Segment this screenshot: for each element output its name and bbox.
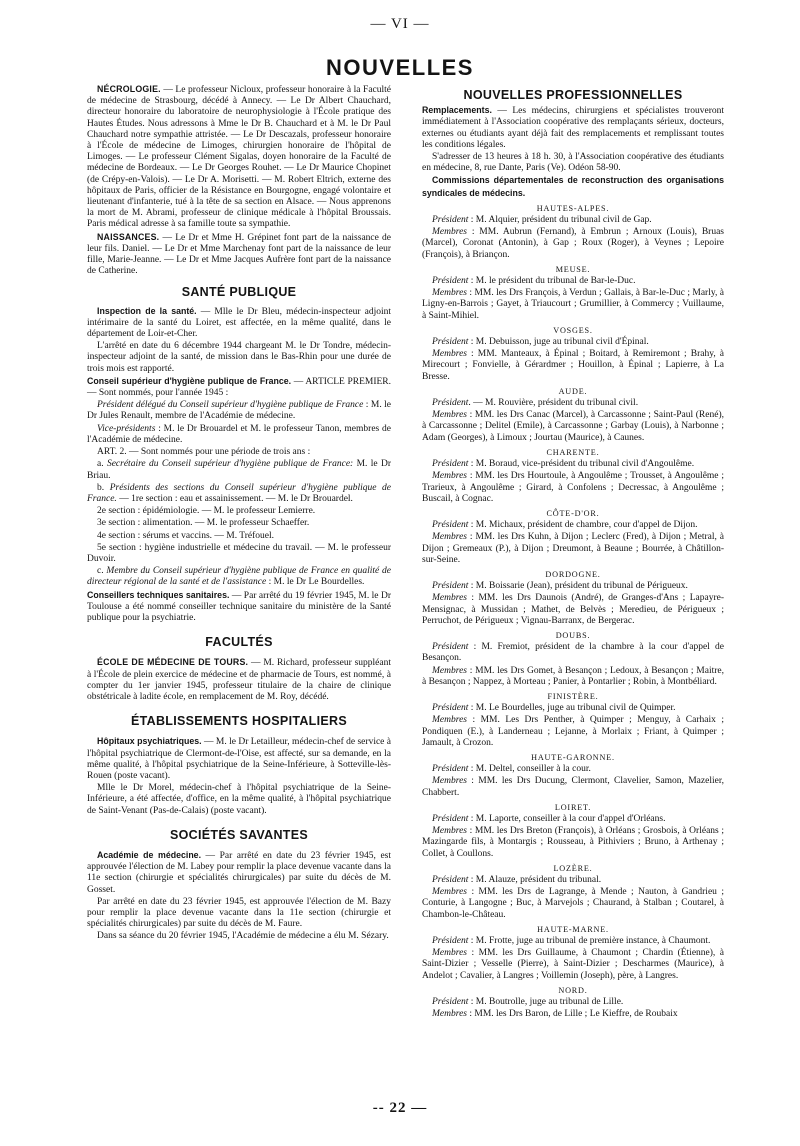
commissions-paragraph <box>422 175 724 199</box>
membres-text: : MM. les Drs François, à Verdun ; Gallais, à Bar-le-Duc ; Marly, à Ligny-en-Barrois ; Gayet, à Triaucourt ; Grumillier, à Commercy ; Vuillaume, à Saint-Mihiel. <box>422 288 724 321</box>
region-name: CÔTE-D'OR. <box>546 508 600 518</box>
conseillers-paragraph <box>87 590 391 625</box>
membres-label: Membres <box>432 471 467 482</box>
naissances-heading: NAISSANCES. <box>97 231 160 242</box>
president-delegue-text: : M. le Dr Jules Renault, membre de l'Académie de médecine. <box>87 400 391 422</box>
president-text: : M. Deltel, conseiller à la cour. <box>468 764 591 775</box>
conseil-paragraph <box>87 376 391 399</box>
item-b-label: Présidents des sections du Conseil supérieur d'hygiène publique de France. <box>87 482 391 504</box>
section-3-paragraph: 3e section : alimentation. — M. le professeur Schaeffer. <box>97 518 310 529</box>
president-label: Président <box>432 875 469 885</box>
page-title: NOUVELLES <box>326 55 474 80</box>
region-president <box>422 642 724 664</box>
region-membres <box>422 776 724 798</box>
region-president <box>422 936 724 947</box>
membres-label: Membres <box>432 887 467 898</box>
region-membres <box>422 532 724 566</box>
region-membres <box>422 227 724 261</box>
membres-label: Membres <box>432 826 467 837</box>
region-president <box>422 581 724 592</box>
section-4-paragraph: 4e section : sérums et vaccins. — M. Tréfouel. <box>97 530 275 541</box>
president-label: Président <box>432 581 469 592</box>
item-c-text: : M. le Dr Le Bourdelles. <box>266 577 365 588</box>
region-president <box>422 520 724 531</box>
membres-text: : MM. les Drs Kuhn, à Dijon ; Leclerc (Fred), à Dijon ; Metral, à Dijon ; Gremeaux (P.), à Dijon ; Dreumont, à Beaune ; Bourrée, à Châtillon-sur-Seine. <box>422 532 724 565</box>
membres-label: Membres <box>432 227 467 238</box>
remplacements-text: — Les médecins, chirurgiens et spécialistes trouveront immédiatement à l'Association coopérative des remplaçants sérieux, docteurs, externes ou étudiants ayant déjà fait des remplacements et remplissant toutes les conditions légales. <box>422 106 724 150</box>
region-name: MEUSE. <box>555 264 591 274</box>
region-name: FINISTÈRE. <box>547 691 599 701</box>
membres-text: : MM. les Drs Ducung, Clermont, Clavelier, Samon, Mazelier, Chabbert. <box>422 776 724 798</box>
item-b-paragraph <box>87 483 391 505</box>
president-delegue-label: Président délégué du Conseil supérieur d'hygiène publique de France <box>97 400 364 411</box>
inspection-text: — Mlle le Dr Bleu, médecin-inspecteur adjoint intérimaire de la santé du Loiret, est affectée, en la même qualité, dans le département de Loir-et-Cher. <box>87 306 391 340</box>
ecole-paragraph <box>87 657 391 703</box>
inspection-paragraph <box>87 306 391 341</box>
region-membres <box>422 666 724 688</box>
region-president <box>422 459 724 470</box>
president-text: : M. Frotte, juge au tribunal de première instance, à Chaumont. <box>468 936 711 947</box>
region-membres <box>422 593 724 627</box>
region-membres <box>422 826 724 860</box>
region-name: CHARENTE. <box>546 447 600 457</box>
section-title-sante: SANTÉ PUBLIQUE <box>181 285 297 300</box>
president-label: Président <box>432 459 469 470</box>
section-5-paragraph: 5e section : hygiène industrielle et médecine du travail. — M. le professeur Duvoir. <box>87 542 391 564</box>
president-text: : M. Fremiot, président de la chambre à la cour d'appel de Besançon. <box>422 642 724 664</box>
art2-paragraph: ART. 2. — Sont nommés pour une période de trois ans : <box>97 447 311 458</box>
president-text: : M. Le Bourdelles, juge au tribunal civil de Quimper. <box>468 703 676 714</box>
page-number-top: — VI — <box>370 16 430 32</box>
president-text: : M. Alauze, président du tribunal. <box>468 875 602 885</box>
region-membres <box>422 715 724 749</box>
region-name: VOSGES. <box>553 325 593 335</box>
item-c-prefix: c. <box>97 566 107 577</box>
bazy-paragraph: Par arrêté en date du 23 février 1945, est approuvée l'élection de M. Bazy pour remplir la place devenue vacante dans la 11e section (chirurgie et spécialités chirurgicales) par suite du décès de M. Faure. <box>87 896 391 930</box>
item-a-paragraph <box>87 459 391 481</box>
item-a-text: M. le Dr Briau. <box>87 459 391 481</box>
academie-heading: Académie de médecine. <box>97 849 202 860</box>
page-number-bottom: -- 22 — <box>372 1100 428 1116</box>
region-president <box>422 997 724 1008</box>
region-president <box>422 337 724 348</box>
adresser-paragraph: S'adresser de 13 heures à 18 h. 30, à l'Association coopérative des étudiants en médecine, 8, rue Dante, Paris (Ve). Odéon 58-90. <box>422 152 724 174</box>
remplacements-heading: Remplacements. <box>422 105 492 116</box>
left-column <box>87 84 391 944</box>
region-name: LOIRET. <box>554 802 592 812</box>
naissances-paragraph <box>87 232 391 278</box>
membres-label: Membres <box>432 948 467 959</box>
commissions-heading: Commissions départementales de reconstruction des organisations syndicales de médecins. <box>422 175 724 198</box>
section-title-professionnelles: NOUVELLES PROFESSIONNELLES <box>463 88 683 102</box>
president-label: Président <box>432 398 469 409</box>
membres-text: : MM. les Drs de Lagrange, à Mende ; Nauton, à Gandrieu ; Conturie, à Langogne ; Buc, à Marvejols ; Chaurand, à Stalban ; Coutarel, à Chambon-le-Château. <box>422 887 724 920</box>
membres-text: : MM. les Drs Hourtoule, à Angoulême ; Trousset, à Angoulême ; Trarieux, à Angoulême ; Girard, à Confolens ; Decressac, à Angoulême ; Buscail, à Cognac. <box>422 471 724 504</box>
membres-label: Membres <box>432 410 467 421</box>
president-text: : M. Boraud, vice-président du tribunal civil d'Angoulême. <box>468 459 695 470</box>
region-membres <box>422 948 724 982</box>
region-name: HAUTES-ALPES. <box>536 203 610 213</box>
president-text: : M. Alquier, président du tribunal civil de Gap. <box>468 215 652 226</box>
section-title-facultes: FACULTÉS <box>205 635 273 650</box>
region-president <box>422 703 724 714</box>
inspection-heading: Inspection de la santé. <box>97 305 197 316</box>
ecole-heading: ÉCOLE DE MÉDECINE DE TOURS. <box>97 657 249 668</box>
membres-text: : MM. les Drs Canac (Marcel), à Carcassonne ; Saint-Paul (René), à Carcassonne ; Delitel (Emile), à Carcassonne ; Garbay (Louis), à Narbonne ; Adam (Georges), à Limoux ; Jourtau (Maurice), à Caunes. <box>422 410 724 443</box>
academie-paragraph <box>87 850 391 896</box>
conseil-text: — ARTICLE PREMIER. — Sont nommés, pour l'année 1945 : <box>87 376 392 399</box>
membres-text: : MM. les Drs Baron, de Lille ; Le Kieffre, de Roubaix <box>467 1009 678 1020</box>
right-column <box>422 84 724 1021</box>
membres-text: : MM. les Drs Daunois (André), de Granges-d'Ans ; Lapayre-Mensignac, à Mussidan ; Mathet, de Belvès ; Meredieu, de Périgueux ; Perruchot, de Périgueux ; Vignau-Barranx, de Bergerac. <box>422 593 724 626</box>
sezary-paragraph: Dans sa séance du 20 février 1945, l'Académie de médecine a élu M. Sézary. <box>97 931 389 942</box>
membres-text: : MM. les Drs Breton (François), à Orléans ; Grosbois, à Orléans ; Mazingarde fils, à Montargis ; Rousseau, à Pithiviers ; Bruno, à Arthenay ; Collet, à Coullons. <box>422 826 724 859</box>
item-b-text: — 1re section : eau et assainissement. — M. le Dr Brouardel. <box>116 493 353 504</box>
president-label: Président <box>432 642 469 653</box>
naissances-text: — Le Dr et Mme H. Grépinet font part de la naissance de leur fils. Daniel. — Le Dr et Mme Marchenay font part de la naissance de leur fille, Marie-Jeanne. — Le Dr et Mme Jacques Aufrère font part de la naissance de Catherine. <box>87 232 391 277</box>
necrologie-text: — Le professeur Nicloux, professeur honoraire à la Faculté de médecine de Strasbourg, décédé à Annecy. — Le Dr Albert Chauchard, directeur honoraire du laboratoire de neurophysiologie à l'École pratique des Hautes Études. Nous adressons à Mme le Dr B. Chauchard et à M. le Dr Paul Chauchard notre sympathie attristée. — Le Dr Descazals, professeur honoraire à l'École de médecine de Limoges, chirurgien honoraire de l'hôpital de Limoges. — Le professeur Clément Sigalas, doyen honoraire de la Faculté de médecine de Bordeaux. — Le Dr Georges Rouhet. — Le Dr Maurice Chopinet (de Crépy-en-Valois). — Le Dr A. Morisetti. — M. Robert Eltrich, externe des hôpitaux de Paris, officier de la Résistance en Bourgogne, engagé volontaire et lieutenant d'infanterie, tué à la tête de sa section en Alsace. — Nous apprenons la mort de M. Abrami, professeur de clinique médicale à l'hôpital Broussais. Paris médical adresse à sa famille toute sa sympathie. <box>87 85 391 230</box>
region-membres <box>422 349 724 383</box>
membres-label: Membres <box>432 288 467 299</box>
president-text: : M. Michaux, président de chambre, cour d'appel de Dijon. <box>468 520 698 531</box>
region-president <box>422 398 724 409</box>
conseillers-text: — Par arrêté du 19 février 1945, M. le Dr Toulouse a été nommé conseiller technique sanitaire du ministère de la Santé publique pour la psychiatrie. <box>87 590 391 623</box>
membres-label: Membres <box>432 665 467 676</box>
morel-paragraph: Mlle le Dr Morel, médecin-chef à l'hôpital psychiatrique de la Seine-Inférieure, a été affectée, d'office, en la même qualité, à l'hôpital psychiatrique de Saint-Venant (Pas-de-Calais) (poste vacant). <box>87 783 391 816</box>
necrologie-heading: NÉCROLOGIE. <box>97 84 161 94</box>
president-text: : M. Boutrolle, juge au tribunal de Lille. <box>468 997 624 1008</box>
remplacements-paragraph <box>422 105 724 151</box>
vice-presidents-paragraph <box>87 424 391 446</box>
arrete-paragraph: L'arrêté en date du 6 décembre 1944 chargeant M. le Dr Tondre, médecin-inspecteur adjoint de la santé, de mission dans le Bas-Rhin pour une durée de trois mois est rapporté. <box>87 341 391 374</box>
region-name: AUDE. <box>558 386 588 396</box>
president-label: Président <box>432 337 469 348</box>
region-membres <box>422 1009 724 1020</box>
president-label: Président <box>432 813 469 824</box>
region-name: HAUTE-GARONNE. <box>531 752 615 762</box>
region-membres <box>422 288 724 322</box>
necrologie-paragraph <box>87 84 391 231</box>
item-a-label: Secrétaire du Conseil supérieur d'hygiène publique de France: <box>106 459 354 470</box>
president-label: Président <box>432 703 469 714</box>
region-name: DORDOGNE. <box>545 569 601 579</box>
regions-list <box>422 203 724 1021</box>
hopitaux-text: — M. le Dr Letailleur, médecin-chef de service à l'hôpital psychiatrique de Clermont-de-l'Oise, est affecté, sur sa demande, en la même qualité, à l'hôpital psychiatrique de la Seine-Inférieure, à Sotteville-lès-Rouen (poste vacant). <box>87 737 391 781</box>
president-text: : M. Debuisson, juge au tribunal civil d'Épinal. <box>468 337 649 348</box>
region-name: HAUTE-MARNE. <box>537 924 609 934</box>
vice-presidents-label: Vice-présidents <box>97 423 156 434</box>
region-president <box>422 814 724 825</box>
membres-label: Membres <box>432 715 467 726</box>
membres-label: Membres <box>432 593 467 604</box>
hopitaux-paragraph <box>87 736 391 782</box>
item-c-label: Membre du Conseil supérieur d'hygiène publique de France en qualité de directeur régional de la santé et de l'assistance <box>87 566 392 588</box>
president-label: Président <box>432 520 469 531</box>
membres-text: : MM. Manteaux, à Épinal ; Boitard, à Remiremont ; Brahy, à Mirecourt ; Fonvielle, à Gérardmer ; Houillon, à Épinal ; Lapierre, à La Bresse. <box>422 349 724 382</box>
president-text: : M. le président du tribunal de Bar-le-Duc. <box>468 276 636 287</box>
membres-label: Membres <box>432 776 467 787</box>
region-membres <box>422 887 724 921</box>
president-label: Président <box>432 936 469 947</box>
item-c-paragraph <box>87 566 391 588</box>
president-label: Président <box>432 997 469 1008</box>
membres-text: : MM. Aubrun (Fernand), à Embrun ; Arnoux (Louis), Bruas (Marcel), Coronat (Antonin), à Gap ; Roux (Roger), à Veynes ; Lepoire (François), à Briançon. <box>422 227 724 260</box>
region-membres <box>422 471 724 505</box>
president-label: Président <box>432 276 469 287</box>
president-label: Président <box>432 764 469 775</box>
region-name: LOZÈRE. <box>553 863 593 873</box>
president-text: . — M. Rouvière, président du tribunal civil. <box>468 398 639 409</box>
membres-label: Membres <box>432 349 467 360</box>
conseillers-heading: Conseillers techniques sanitaires. <box>87 589 230 600</box>
section-title-etablissements: ÉTABLISSEMENTS HOSPITALIERS <box>131 714 347 729</box>
region-president <box>422 875 724 886</box>
academie-text: — Par arrêté en date du 23 février 1945, est approuvée l'élection de M. Labey pour remplir la place devenue vacante dans la 11e section (chirurgie et spécialités chirurgicales) par suite du décès de M. Gosset. <box>87 850 391 895</box>
conseil-heading: Conseil supérieur d'hygiène publique de France. <box>87 375 292 386</box>
membres-text: : MM. les Drs Guillaume, à Chaumont ; Chardin (Étienne), à Saint-Dizier ; Vesselle (Pierre), à Saint-Dizier ; Descharmes (Maurice), à Andelot ; Cavalier, à Langres ; Voillemin (Joseph), père, à Langres. <box>422 948 724 981</box>
region-name: DOUBS. <box>555 630 591 640</box>
president-label: Président <box>432 215 469 226</box>
membres-label: Membres <box>432 1009 467 1020</box>
membres-text: : MM. Les Drs Penther, à Quimper ; Menguy, à Carhaix ; Pondiquen (E.), à Landerneau ; Lejanne, à Morlaix ; Friant, à Quimper ; Jamault, à Crozon. <box>422 715 724 748</box>
membres-label: Membres <box>432 532 467 543</box>
region-president <box>422 276 724 287</box>
president-text: : M. Laporte, conseiller à la cour d'appel d'Orléans. <box>468 813 666 824</box>
region-membres <box>422 410 724 444</box>
region-president <box>422 764 724 775</box>
section-title-societes: SOCIÉTÉS SAVANTES <box>170 827 308 842</box>
section-2-paragraph: 2e section : épidémiologie. — M. le professeur Lemierre. <box>97 506 316 517</box>
region-president <box>422 215 724 226</box>
ecole-text: — M. Richard, professeur suppléant à l'École de plein exercice de médecine et de pharmacie de Tours, est nommé, à compter du 1er janvier 1945, professeur titulaire de la chaire de clinique obstétricale à ladite école, en remplacement de M. Roy, décédé. <box>87 658 391 702</box>
president-delegue-paragraph <box>87 400 391 422</box>
membres-text: : MM. les Drs Gomet, à Besançon ; Ledoux, à Besançon ; Maitre, à Besançon ; Nappez, à Morteau ; Panier, à Pontarlier ; Robin, à Montbéliard. <box>422 665 724 687</box>
region-name: NORD. <box>558 985 588 995</box>
vice-presidents-text: : M. le Dr Brouardel et M. le professeur Tanon, membres de l'Académie de médecine. <box>87 423 391 445</box>
hopitaux-heading: Hôpitaux psychiatriques. <box>97 736 202 747</box>
item-a-prefix: a. <box>97 459 107 470</box>
president-text: : M. Boissarie (Jean), président du tribunal de Périgueux. <box>468 581 688 592</box>
item-b-prefix: b. <box>97 482 110 493</box>
